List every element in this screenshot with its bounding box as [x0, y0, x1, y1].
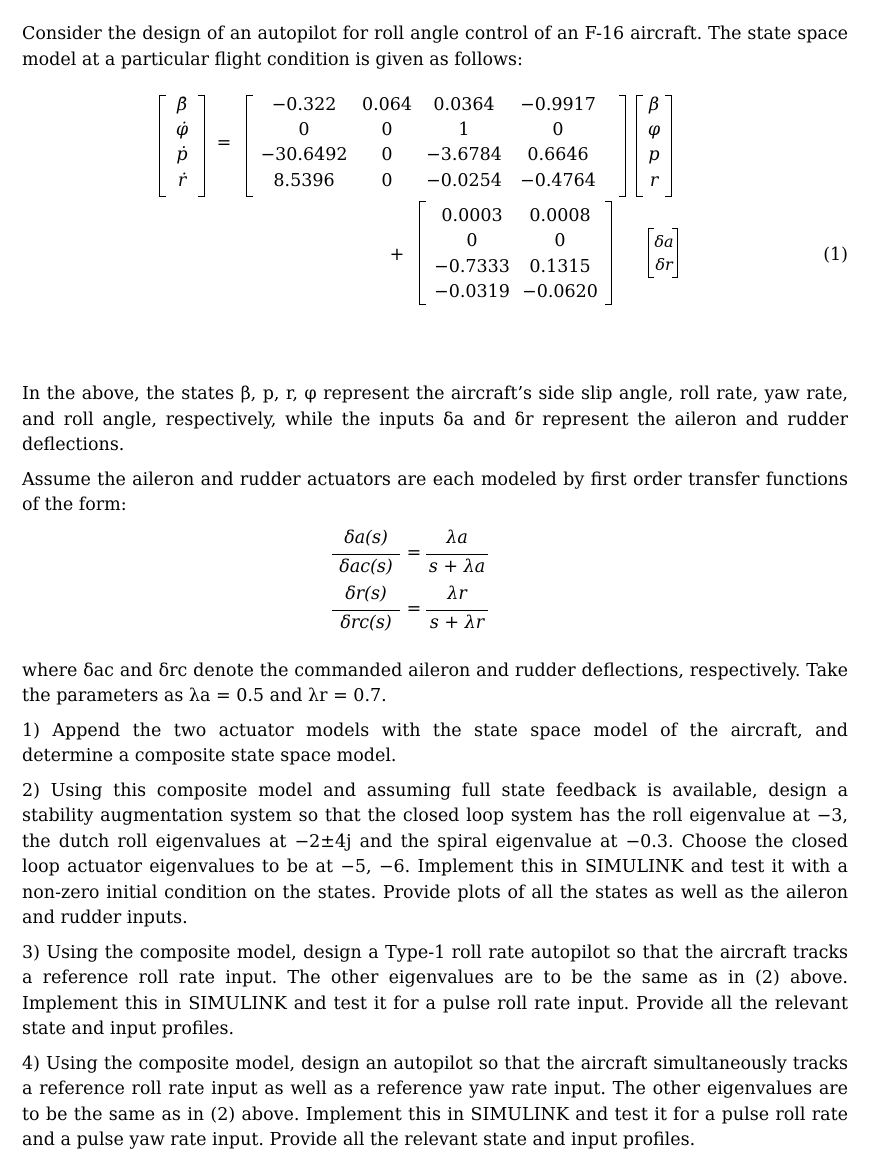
b-12: 0.0008 — [529, 206, 591, 226]
tf2-equals: = — [406, 598, 422, 619]
a-21: 0 — [298, 120, 310, 140]
a-41: 8.5396 — [273, 171, 335, 191]
tf2-numerator-left: δr(s) — [345, 583, 387, 604]
a-matrix-bracket-right — [619, 95, 626, 197]
tf2-denominator-right: s + λr — [429, 612, 485, 633]
tf2-bar-right — [426, 610, 488, 611]
plus-sign: + — [389, 245, 405, 265]
question-2: 2) Using this composite model and assuming full state feedback is available, design a stability augmentation system so that the closed loop system has the roll eigenvalue at −3, the dutch roll eigenvalues at −2±4j and the spiral eigenvalue at −0.3. Choose the closed loop actuator eigenvalues to be at −5, −6. Implement this in SIMULINK and test it with a non-zero initial condition on the states. Provide plots of all the states as well as the aileron and rudder inputs. — [22, 780, 848, 928]
a-11: −0.322 — [271, 95, 337, 115]
b-matrix-bracket-right — [605, 201, 612, 305]
input-1: δa — [654, 232, 674, 251]
tf1-denominator-right: s + λa — [428, 556, 486, 577]
equation-number: (1) — [823, 245, 848, 265]
a-33: −3.6784 — [426, 145, 502, 165]
a-24: 0 — [552, 120, 564, 140]
document-page — [22, 22, 848, 1154]
a-31: −30.6492 — [260, 145, 348, 165]
state-derivative-4: ṙ — [177, 171, 187, 191]
tf1-numerator-right: λa — [446, 527, 468, 548]
state-2: φ — [647, 120, 661, 140]
tf1-bar-right — [426, 554, 488, 555]
intro-paragraph: Consider the design of an autopilot for roll angle control of an F-16 aircraft. The state space model at a particular flight condition is given as follows: — [22, 24, 848, 70]
a-23: 1 — [458, 120, 470, 140]
state-vector-bracket-right — [665, 95, 672, 197]
states-paragraph: In the above, the states β, p, r, φ represent the aircraft’s side slip angle, roll rate, yaw rate, and roll angle, respectively, while the inputs δa and δr represent the aileron and rudder deflections. — [22, 384, 848, 455]
state-4: r — [649, 171, 659, 191]
b-31: −0.7333 — [434, 257, 510, 277]
tf1-equals: = — [406, 542, 422, 563]
where-paragraph: where δac and δrc denote the commanded aileron and rudder deflections, respectively. Take the parameters as λa = 0.5 and λr = 0.7. — [22, 660, 848, 706]
a-34: 0.6646 — [527, 145, 589, 165]
state-3: p — [648, 145, 660, 165]
transfer-functions — [22, 519, 848, 659]
tf2-denominator-left: δrc(s) — [340, 612, 392, 633]
question-4: 4) Using the composite model, design an autopilot so that the aircraft simultaneously tracks a reference roll rate input as well as a reference yaw rate input. The other eigenvalues are to be the same as in (2) above. Implement this in SIMULINK and test it for a pulse roll rate and a pulse yaw rate input. Provide all the relevant state and input profiles. — [22, 1053, 848, 1150]
tf1-bar-left — [332, 554, 400, 555]
state-space-equation — [22, 73, 848, 333]
a-22: 0 — [381, 120, 393, 140]
b-41: −0.0319 — [434, 282, 510, 302]
input-2: δr — [655, 255, 673, 274]
state-derivative-2: φ̇ — [175, 120, 189, 140]
bracket-left — [159, 95, 166, 197]
equals-sign: = — [216, 133, 232, 153]
question-1: 1) Append the two actuator models with the state space model of the aircraft, and determine a composite state space model. — [22, 720, 848, 766]
a-matrix-bracket-left — [246, 95, 253, 197]
b-22: 0 — [554, 231, 566, 251]
state-derivative-1: β̇ — [176, 95, 188, 115]
state-derivative-3: ṗ — [176, 145, 188, 165]
state-vector-bracket-left — [636, 95, 643, 197]
b-matrix-bracket-left — [419, 201, 426, 305]
a-44: −0.4764 — [520, 171, 596, 191]
tf2-bar-left — [332, 610, 400, 611]
tf2-numerator-right: λr — [447, 583, 467, 604]
b-42: −0.0620 — [522, 282, 598, 302]
tf1-numerator-left: δa(s) — [344, 527, 388, 548]
b-32: 0.1315 — [529, 257, 591, 277]
actuators-paragraph: Assume the aileron and rudder actuators are each modeled by first order transfer functions of the form: — [22, 469, 848, 515]
a-43: −0.0254 — [426, 171, 502, 191]
tf1-denominator-left: δac(s) — [339, 556, 393, 577]
a-12: 0.064 — [361, 95, 413, 115]
b-11: 0.0003 — [441, 206, 503, 226]
question-3: 3) Using the composite model, design a Type-1 roll rate autopilot so that the aircraft tracks a reference roll rate input. The other eigenvalues are to be the same as in (2) above. Implement this in SIMULINK and test it for a pulse roll rate input. Provide all the relevant state and input profiles. — [22, 942, 848, 1039]
bracket-right — [198, 95, 205, 197]
a-14: −0.9917 — [520, 95, 596, 115]
a-32: 0 — [381, 145, 393, 165]
a-42: 0 — [381, 171, 393, 191]
state-1: β — [648, 95, 660, 115]
a-13: 0.0364 — [433, 95, 495, 115]
b-21: 0 — [466, 231, 478, 251]
